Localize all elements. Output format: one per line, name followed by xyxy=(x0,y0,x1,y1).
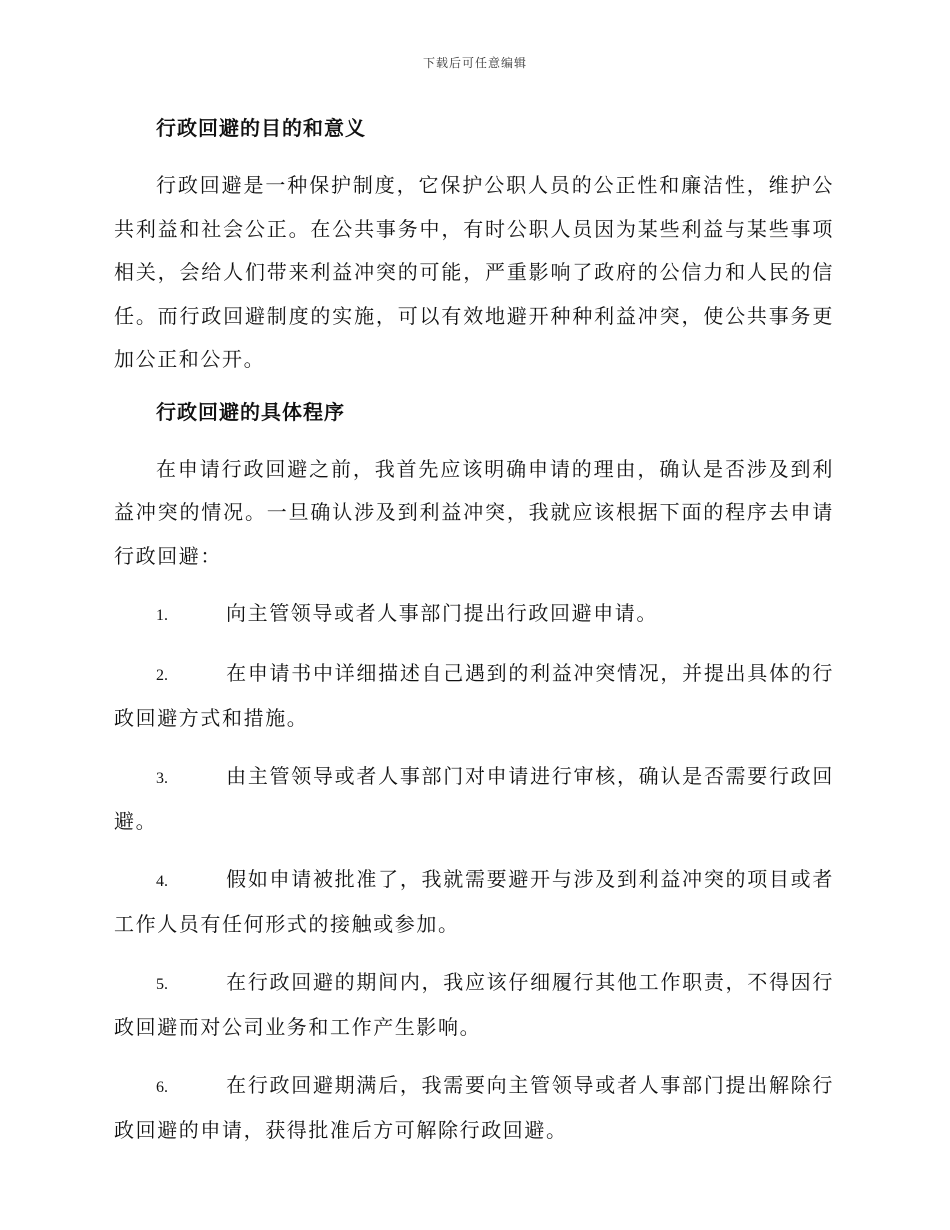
step-text: 在行政回避的期间内，我应该仔细履行其他工作职责，不得因行政回避而对公司业务和工作产生影响。 xyxy=(114,969,834,1039)
list-item xyxy=(114,858,834,947)
step-text: 在申请书中详细描述自己遇到的利益冲突情况，并提出具体的行政回避方式和措施。 xyxy=(114,660,834,730)
step-text: 在行政回避期满后，我需要向主管领导或者人事部门提出解除行政回避的申请，获得批准后方可解除行政回避。 xyxy=(114,1072,834,1142)
step-number: 3. xyxy=(156,769,168,787)
list-item xyxy=(114,1064,834,1153)
section-heading-purpose: 行政回避的目的和意义 xyxy=(156,116,366,140)
document-body xyxy=(114,112,834,1167)
step-text: 假如申请被批准了，我就需要避开与涉及到利益冲突的项目或者工作人员有任何形式的接触或参加。 xyxy=(114,866,834,936)
step-text: 向主管领导或者人事部门提出行政回避申请。 xyxy=(226,601,658,625)
section-paragraph-purpose: 行政回避是一种保护制度，它保护公职人员的公正性和廉洁性，维护公共利益和社会公正。在公共事务中，有时公职人员因为某些利益与某些事项相关，会给人们带来利益冲突的可能，严重影响了政府的公信力和人民的信任。而行政回避制度的实施，可以有效地避开种种利益冲突，使公共事务更加公正和公开。 xyxy=(114,173,834,371)
section-paragraph-procedure: 在申请行政回避之前，我首先应该明确申请的理由，确认是否涉及到利益冲突的情况。一旦确认涉及到利益冲突，我就应该根据下面的程序去申请行政回避： xyxy=(114,456,834,568)
step-number: 1. xyxy=(156,607,168,624)
list-item xyxy=(114,961,834,1050)
list-item xyxy=(114,592,834,638)
header-note: 下载后可任意编辑 xyxy=(422,56,527,70)
step-number: 2. xyxy=(156,666,168,684)
step-number: 6. xyxy=(156,1078,168,1096)
step-text: 由主管领导或者人事部门对申请进行审核，确认是否需要行政回避。 xyxy=(114,763,834,833)
step-number: 5. xyxy=(156,975,168,993)
list-item xyxy=(114,652,834,741)
section-heading-procedure: 行政回避的具体程序 xyxy=(156,399,345,424)
step-number: 4. xyxy=(156,872,168,890)
list-item xyxy=(114,755,834,844)
procedure-steps-list xyxy=(114,592,834,1153)
